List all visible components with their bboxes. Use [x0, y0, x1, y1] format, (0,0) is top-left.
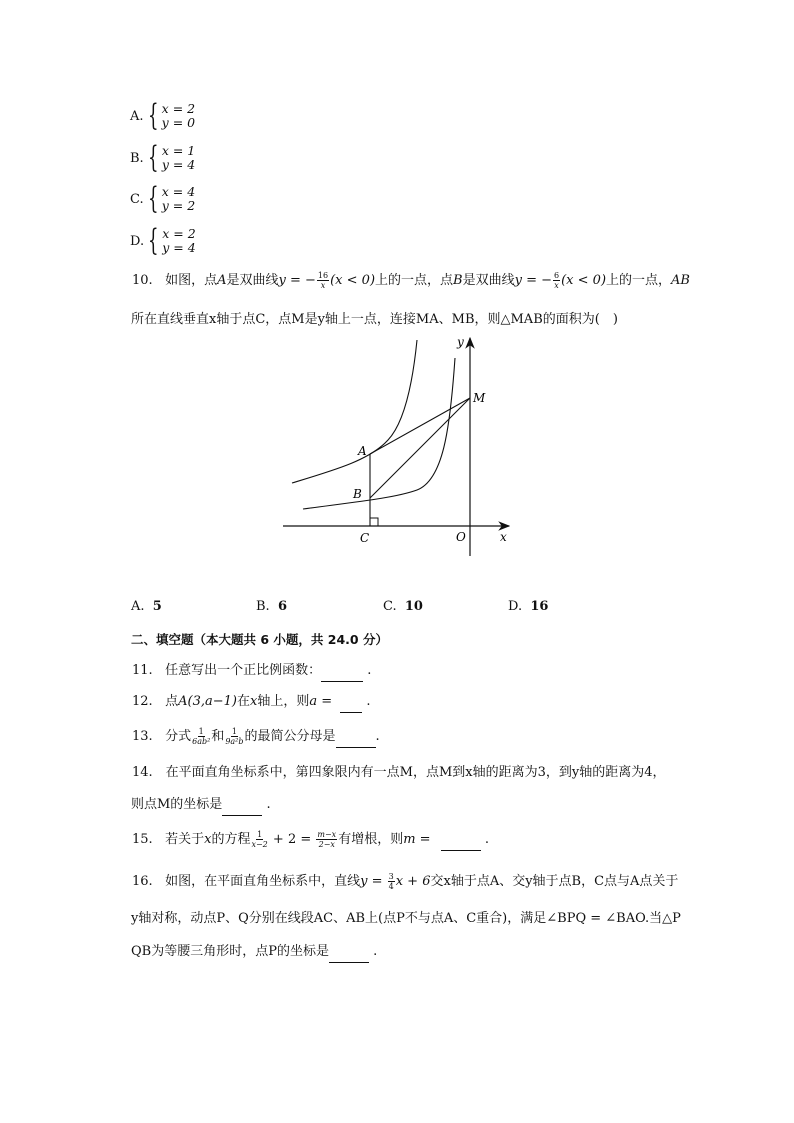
section-heading: 二、填空题（本大题共 6 小题，共 24.0 分） — [131, 632, 388, 647]
q14-blank[interactable] — [222, 795, 262, 816]
hyperbola-16 — [292, 340, 417, 483]
q11: 11. 任意写出一个正比例函数： . — [132, 661, 371, 682]
q16-blank[interactable] — [329, 942, 369, 963]
q9-option-a: A. { x = 2 y = 0 — [130, 98, 196, 133]
q16-line1: 16. 如图，在平面直角坐标系中，直线y = $\frac{3}{4}$ x + 6交x轴于点A、交y轴于点B，C点与A点关于 — [132, 872, 679, 891]
q13: 13. 分式 $\frac{1}{\text{6ab²}}$ 和 $\frac{1}{\text{9a²b}}$ 的最简公分母是 . — [132, 727, 380, 746]
q14-line1: 14. 在平面直角坐标系中，第四象限内有一点M，点M到x轴的距离为3，到y轴的距离为4， — [132, 765, 666, 780]
label-a: A — [358, 444, 367, 458]
q9-option-c: C. { x = 4 y = 2 — [130, 181, 196, 216]
q12-blank[interactable] — [340, 692, 362, 713]
q13-blank[interactable] — [336, 727, 376, 748]
label-x: x — [500, 530, 507, 544]
q10-option-a: A. 5 — [131, 599, 162, 614]
q14-line2: 则点M的坐标是 . — [131, 795, 271, 816]
q10-option-d: D. 16 — [508, 599, 549, 614]
label-b: B — [353, 487, 362, 501]
q10-option-c: C. 10 — [383, 599, 423, 614]
q12: 12. 点A(3,a−1)在x轴上，则a = . — [132, 692, 371, 713]
label-y: y — [457, 335, 464, 349]
q10-option-b: B. 6 — [256, 599, 287, 614]
segment-am — [370, 398, 470, 454]
segment-bm — [370, 398, 470, 498]
q11-blank[interactable] — [321, 661, 363, 682]
q16-line3: QB为等腰三角形时，点P的坐标是 . — [131, 942, 377, 963]
right-angle-mark — [370, 518, 378, 526]
label-c: C — [360, 531, 370, 545]
q9-option-d: D. { x = 2 y = 4 — [130, 223, 196, 258]
hyperbola-6 — [303, 358, 455, 509]
q16-line2: y轴对称，动点P、Q分别在线段AC、AB上(点P不与点A、C重合)，满足∠BPQ = ∠BAO.当△P — [131, 911, 681, 926]
q15-blank[interactable] — [441, 830, 481, 851]
q10-figure — [275, 330, 525, 565]
q10-line1: 10. 如图，点A是双曲线y = − $\frac{16}{x}$ (x < 0)上的一点，点B是双曲线y = − $\frac{6}{x}$ (x < 0)上的一点，AB — [132, 271, 690, 290]
label-m: M — [473, 391, 486, 405]
q9-option-b: B. { x = 1 y = 4 — [130, 140, 196, 175]
q10-line2: 所在直线垂直x轴于点C，点M是y轴上一点，连接MA、MB，则△MAB的面积为( ) — [131, 312, 618, 327]
label-o: O — [456, 530, 466, 544]
q15: 15. 若关于x的方程 $\frac{1}{x-2}$ + 2 = $\frac{m-x}{2-x}$ 有增根，则m = . — [132, 830, 489, 849]
